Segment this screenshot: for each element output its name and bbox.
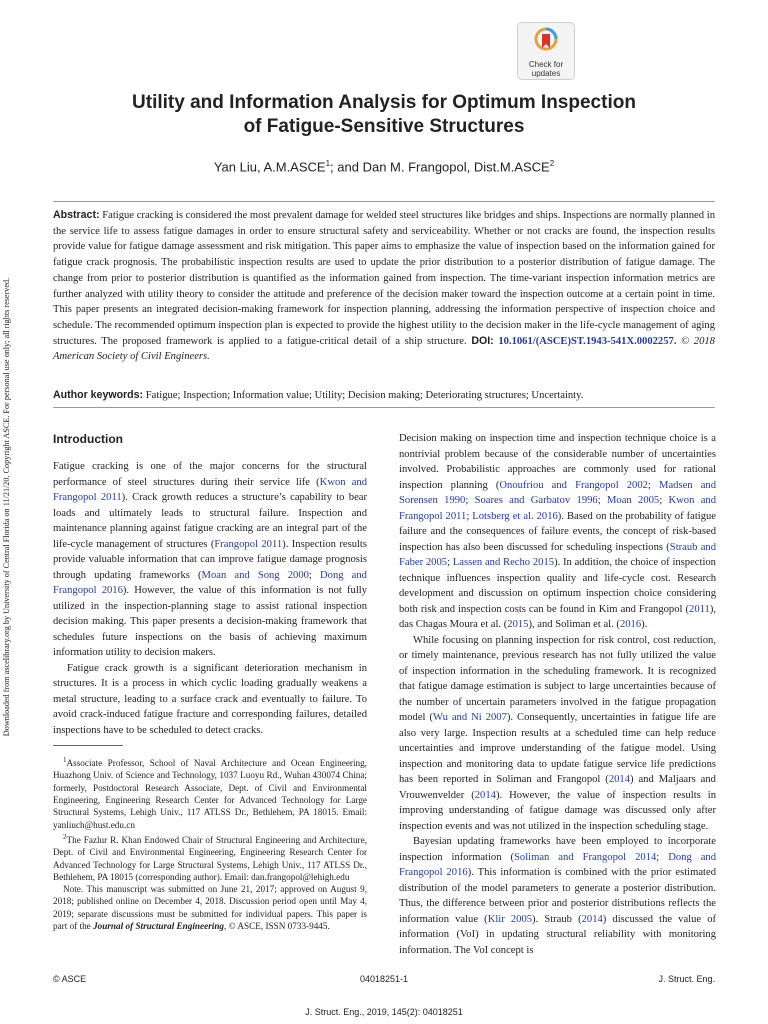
abstract-label: Abstract: — [53, 209, 100, 221]
citation-link[interactable]: Straub and Faber 2005 — [399, 541, 717, 568]
citation-link[interactable]: Kwon and Frangopol 2011 — [399, 495, 716, 522]
citation-link[interactable]: Lotsberg et al. 2016 — [472, 510, 558, 522]
footer-page-id: 04018251-1 — [359, 974, 409, 984]
affiliation-mark-1: 1 — [325, 159, 331, 168]
citation-link[interactable]: Soliman and Frangopol 2014 — [514, 851, 657, 863]
citation-link[interactable]: Moan 2005 — [606, 495, 660, 506]
author-1: Yan Liu, A.M.ASCE — [213, 159, 326, 175]
paragraph: Fatigue crack growth is a significant deterioration mechanism in structures. It is a process in which cyclic loading gradually weakens a metal structure, leading to a surface crack and eventually to failure. To avoid crack-induced fatigue fracture and corresponding failures, detailed inspections have to be scheduled to detect cracks. — [53, 662, 367, 736]
citation-link[interactable]: Moan and Song 2000 — [201, 569, 309, 581]
paragraph: While focusing on planning inspection for risk control, cost reduction, or timely maintenance, previous research has not fully utilized the value of inspection information in the scheduling framework. It is recognized that fatigue damage estimation is subject to large uncertainties because of the number of uncertain parameters involved in the fatigue propagation model (Wu and Ni 2007). Consequently, uncertainties in fatigue life are also very large. Inspection results at a scheduled time can help reduce uncertainties and improve understanding of the fatigue model. Using inspection and monitoring data to update fatigue service life predictions has been reported in Soliman and Frangopol (2014) and Maljaars and Vrouwenvelder (2014). However, the value of inspection results in improving understanding of fatigue damage was discussed only after inspection events and was not utilized in the inspection scheduling stage. — [399, 634, 717, 832]
paper-title: Utility and Information Analysis for Optimum Inspection of Fatigue-Sensitive Structures — [132, 92, 636, 137]
keywords-label: Author keywords: — [53, 389, 144, 401]
footnote-divider — [53, 745, 123, 746]
paragraph: Bayesian updating frameworks have been employed to incorporate inspection information (Soliman and Frangopol 2014; Dong and Frangopol 2016). This information is combined with the prior estimated distribution of the model parameters to generate a posterior distribution. Thus, the difference between prior and posterior distributions reflects the information value (Klir 2005). Straub (2014) discussed the value of information (VoI) in updating structural reliability with monitoring information. The VoI concept is — [399, 836, 717, 956]
author-keywords — [53, 388, 715, 403]
citation-link[interactable]: Kwon and Frangopol 2011 — [53, 476, 367, 503]
footer-copyright: © ASCE — [53, 974, 87, 984]
copyright: © 2018 American Society of Civil Engineers. — [53, 335, 715, 363]
citation-link[interactable]: Frangopol 2011 — [214, 538, 283, 550]
doi-link[interactable]: 10.1061/(ASCE)ST.1943-541X.0002257. — [498, 335, 677, 347]
check-for-updates-badge[interactable] — [517, 22, 575, 80]
citation-link[interactable]: Lassen and Recho 2015 — [452, 557, 555, 568]
citation-link[interactable]: Dong and Frangopol 2016 — [399, 851, 717, 878]
citation-link[interactable]: Wu and Ni 2007 — [433, 712, 507, 723]
right-column-body — [399, 431, 716, 958]
footnote-2: $^2$The Fazlur R. Khan Endowed Chair of Structural Engineering and Architecture, Dept. of Civil and Environmental Engineering, Engineering Research Center for Advanced Technology for Large Structural Systems, Lehigh Univ., 117 ATLSS Dr., Bethlehem, PA 18015 (corresponding author). Email: dan.frangopol@lehigh.edu — [53, 832, 367, 882]
keywords-text: Fatigue; Inspection; Information value; Utility; Decision making; Deteriorating structures; Uncertainty. — [145, 390, 584, 401]
citation-link[interactable]: Madsen and Sorensen 1990 — [399, 479, 716, 506]
crossmark-icon — [534, 27, 558, 53]
citation-link[interactable]: Dong and Frangopol 2016 — [53, 569, 367, 596]
divider — [53, 407, 715, 408]
divider — [53, 201, 715, 202]
citation-link[interactable]: 2014 — [474, 789, 496, 801]
citation-link[interactable]: 2016 — [619, 619, 642, 630]
citation-link[interactable]: Soares and Garbatov 1996 — [474, 495, 598, 506]
paragraph: Decision making on inspection time and inspection technique choice is a nontrivial problem because of the considerable number of uncertainties involved. Probabilistic approaches are commonly used for rational inspection planning (Onoufriou and Frangopol 2002; Madsen and Sorensen 1990; Soares and Garbatov 1996; Moan 2005; Kwon and Frangopol 2011; Lotsberg et al. 2016). Based on the probability of fatigue failure and the consequences of failure events, the concept of risk-based inspection has also been discussed for scheduling inspections (Straub and Faber 2005; Lassen and Recho 2015). In addition, the choice of inspection technique influences inspection quality and life-cycle cost. Research development and discussion on optimum inspection choice considering both risk and inspection costs can be found in Kim and Frangopol (2011), das Chagas Moura et al. (2015), and Soliman et al. (2016). — [399, 433, 717, 630]
section-heading-introduction: Introduction — [53, 432, 123, 446]
footer-journal: J. Struct. Eng. — [658, 974, 715, 984]
left-column-body — [53, 459, 367, 738]
citation-link[interactable]: 2015 — [507, 619, 529, 630]
affiliation-mark-2: 2 — [549, 159, 555, 168]
footnote-1: $^1$Associate Professor, School of Naval Architecture and Ocean Engineering, Huazhong Univ. of Science and Technology, 1037 Luoyu Rd., Wuhan 430074 China; formerly, Postdoctoral Research Associate, Dept. of Civil and Environmental Engineering, Engineering Research Center for Advanced Technology for Large Structural Systems, Lehigh Univ., 117 ATLSS Dr., Bethlehem, PA 18015. Email: yanliuch@hust.edu.cn — [53, 756, 367, 830]
citation-link[interactable]: Klir 2005 — [487, 913, 533, 925]
citation-link[interactable]: 2014 — [581, 913, 603, 925]
citation-link[interactable]: 2014 — [608, 774, 631, 785]
badge-label: Check for updates — [528, 60, 564, 78]
paragraph: Fatigue cracking is one of the major concerns for the structural performance of steel structures during their service life (Kwon and Frangopol 2011). Crack growth reduces a structure’s capability to bear loads and ultimately leads to structural failure. Inspection and maintenance planning against fatigue cracking are an integral part of the life-cycle management of structures (Frangopol 2011). Inspection results provide valuable information that can improve fatigue damage prognosis through updating frameworks (Moan and Song 2000; Dong and Frangopol 2016). However, the value of this information is not fully utilized in the inspection-planning stage to assist rational inspection decision making. This paper presents a decision-making framework that schedules future inspections on the basis of achieving maximum information utility to decision makers. — [53, 461, 368, 658]
footer-citation: J. Struct. Eng., 2019, 145(2): 04018251 — [305, 1007, 463, 1017]
footnotes — [53, 754, 367, 932]
download-notice: Downloaded from ascelibrary.org by University of Central Florida on 11/21/20. Copyright ASCE. For personal use only; all rights reserved. — [2, 277, 11, 737]
citation-link[interactable]: Onoufriou and Frangopol 2002 — [499, 479, 648, 491]
author-line: Yan Liu, A.M.ASCE$^1$; and Dan M. Frangopol, Dist.M.ASCE$^2$ — [213, 159, 555, 175]
abstract: Abstract: Fatigue cracking is considered the most prevalent damage for welded steel structures like bridges and ships. Inspections are normally planned in the service life to assess fatigue damages in order to ensure structural safety and serviceability. Whether or not cracks are found, the inspection results provide value for fatigue damage assessment and risk mitigation. This paper aims to emphasize the value of inspection based on the information gained for fatigue crack prognosis. The probabilistic inspection results are used to update the prior distribution to a posterior distribution of fatigue damage. The change from prior to posterior distribution is quantified as the information gained from inspection. The time-variant inspection information metrics are further analyzed with utility theory to consider the attitude and preference of the decision maker toward the inspection outcome at a certain point in time. This paper presents an integrated decision-making framework for inspection planning, addressing the information perspective of inspection choice and schedule. The recommended optimum inspection plan is expected to provide the highest utility to the decision maker in the life-cycle management of aging structures. The proposed framework is applied to a fatigue-critical detail of a ship structure. DOI: 10.1061/(ASCE)ST.1943-541X.0002257. © 2018 American Society of Civil Engineers. — [53, 209, 716, 363]
author-2: Dan M. Frangopol, Dist.M.ASCE — [362, 159, 550, 175]
citation-link[interactable]: 2011 — [689, 603, 710, 615]
manuscript-note: Note. This manuscript was submitted on June 21, 2017; approved on August 9, 2018; published online on December 4, 2018. Discussion period open until May 4, 2019; separate discussions must be submitted for individual papers. This paper is part of the Journal of Structural Engineering, © ASCE, ISSN 0733-9445. — [53, 884, 367, 931]
abstract-text: Fatigue cracking is considered the most prevalent damage for welded steel structures like bridges and ships. Inspections are normally planned in the service life to assess fatigue damages in order to ensure structural safety and serviceability. Whether or not cracks are found, the inspection results provide value for fatigue damage assessment and risk mitigation. This paper aims to emphasize the value of inspection based on the information gained for fatigue crack prognosis. The probabilistic inspection results are used to update the prior distribution to a posterior distribution of fatigue damage. The change from prior to posterior distribution is quantified as the information gained from inspection. The time-variant inspection information metrics are further analyzed with utility theory to consider the attitude and preference of the decision maker toward the inspection outcome at a certain point in time. This paper presents an integrated decision-making framework for inspection planning, addressing the information perspective of inspection choice and schedule. The recommended optimum inspection plan is expected to provide the highest utility to the decision maker in the life-cycle management of aging structures. The proposed framework is applied to a fatigue-critical detail of a ship structure. — [53, 210, 716, 347]
